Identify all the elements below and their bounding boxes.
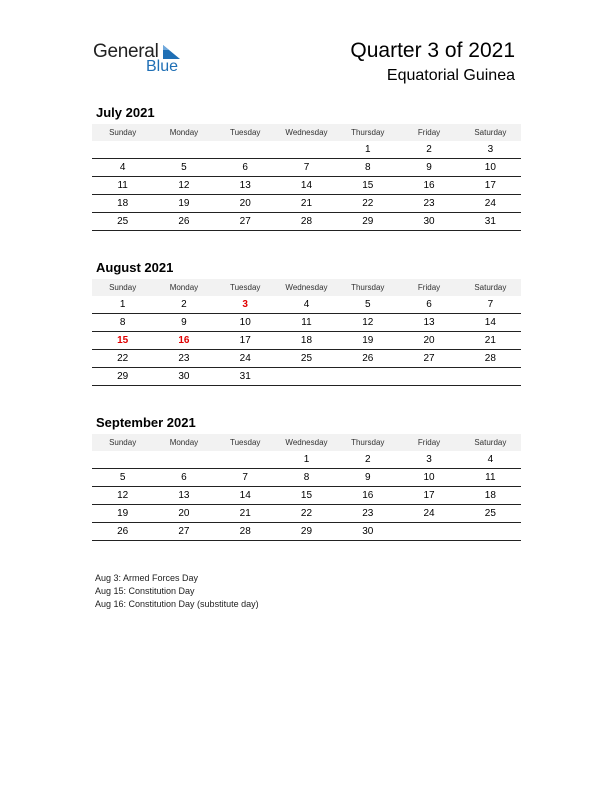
day-cell: 13 [153,487,214,505]
day-cell: 5 [337,296,398,314]
day-cell: 5 [92,469,153,487]
month-calendar-july [92,104,521,231]
day-cell: 29 [276,523,337,541]
day-cell: 9 [337,469,398,487]
week-row [92,195,521,213]
day-cell: 22 [276,505,337,523]
day-cell: 28 [460,350,521,368]
day-cell [92,451,153,469]
day-cell: 4 [276,296,337,314]
day-cell: 26 [92,523,153,541]
weekday-label: Wednesday [276,279,337,296]
day-cell: 5 [153,159,214,177]
day-cell: 13 [215,177,276,195]
weekday-label: Monday [153,279,214,296]
day-cell: 12 [92,487,153,505]
day-cell [276,368,337,386]
day-cell: 6 [153,469,214,487]
holiday-day-cell: 3 [215,296,276,314]
day-cell: 29 [92,368,153,386]
weekday-label: Tuesday [215,279,276,296]
month-title: September 2021 [96,415,196,430]
holiday-day-cell: 15 [92,332,153,350]
weekday-label: Sunday [92,434,153,451]
week-row [92,332,521,350]
day-cell: 16 [337,487,398,505]
day-cell: 15 [337,177,398,195]
day-cell: 2 [337,451,398,469]
day-cell [215,141,276,159]
day-cell: 13 [398,314,459,332]
logo-blue-text: Blue [146,58,179,75]
calendar-grid [92,124,521,231]
day-cell: 8 [92,314,153,332]
day-cell: 31 [460,213,521,231]
day-cell: 26 [153,213,214,231]
day-cell [460,523,521,541]
month-title: August 2021 [96,260,174,275]
day-cell: 23 [398,195,459,213]
weekday-label: Tuesday [215,434,276,451]
day-cell: 2 [153,296,214,314]
day-cell: 31 [215,368,276,386]
weekday-label: Tuesday [215,124,276,141]
day-cell: 20 [398,332,459,350]
day-cell [337,368,398,386]
calendar-grid [92,279,521,386]
day-cell: 18 [276,332,337,350]
holiday-notes [95,572,259,611]
day-cell: 14 [460,314,521,332]
day-cell: 25 [276,350,337,368]
day-cell: 23 [337,505,398,523]
day-cell: 20 [153,505,214,523]
day-cell: 1 [276,451,337,469]
page-title: Quarter 3 of 2021 [350,39,515,62]
day-cell [215,451,276,469]
day-cell: 10 [215,314,276,332]
day-cell [398,523,459,541]
week-row [92,368,521,386]
month-calendar-august [92,259,521,386]
weekday-label: Friday [398,434,459,451]
day-cell: 6 [398,296,459,314]
day-cell: 28 [276,213,337,231]
week-row [92,141,521,159]
day-cell: 23 [153,350,214,368]
week-row [92,523,521,541]
week-row [92,177,521,195]
weekday-label: Monday [153,434,214,451]
day-cell: 26 [337,350,398,368]
week-row [92,314,521,332]
weekday-label: Sunday [92,124,153,141]
week-row [92,296,521,314]
day-cell: 10 [460,159,521,177]
day-cell: 7 [276,159,337,177]
day-cell: 7 [460,296,521,314]
day-cell: 22 [337,195,398,213]
day-cell: 12 [153,177,214,195]
weekday-header-row [92,434,521,451]
holiday-note: Aug 16: Constitution Day (substitute day) [95,599,259,609]
day-cell: 7 [215,469,276,487]
day-cell: 24 [215,350,276,368]
month-calendar-september [92,414,521,541]
day-cell: 28 [215,523,276,541]
day-cell: 4 [92,159,153,177]
day-cell: 27 [215,213,276,231]
day-cell: 29 [337,213,398,231]
weekday-label: Saturday [460,279,521,296]
day-cell: 14 [215,487,276,505]
weekday-label: Thursday [337,124,398,141]
calendar-grid [92,434,521,541]
day-cell: 2 [398,141,459,159]
week-row [92,159,521,177]
day-cell: 14 [276,177,337,195]
week-row [92,487,521,505]
day-cell: 6 [215,159,276,177]
day-cell: 9 [398,159,459,177]
day-cell [153,141,214,159]
day-cell: 24 [398,505,459,523]
weekday-label: Sunday [92,279,153,296]
day-cell: 21 [276,195,337,213]
day-cell: 12 [337,314,398,332]
day-cell [460,368,521,386]
day-cell: 24 [460,195,521,213]
day-cell: 30 [398,213,459,231]
logo-general-text: General [93,41,159,62]
day-cell: 1 [337,141,398,159]
day-cell: 17 [398,487,459,505]
weekday-label: Thursday [337,434,398,451]
holiday-note: Aug 3: Armed Forces Day [95,573,199,583]
weekday-header-row [92,279,521,296]
week-row [92,505,521,523]
day-cell: 27 [398,350,459,368]
day-cell: 8 [276,469,337,487]
day-cell: 15 [276,487,337,505]
day-cell: 4 [460,451,521,469]
day-cell [153,451,214,469]
day-cell: 27 [153,523,214,541]
holiday-note: Aug 15: Constitution Day [95,586,195,596]
day-cell: 30 [337,523,398,541]
country-name: Equatorial Guinea [386,67,515,84]
weekday-label: Thursday [337,279,398,296]
day-cell: 18 [92,195,153,213]
day-cell: 16 [398,177,459,195]
week-row [92,451,521,469]
day-cell: 8 [337,159,398,177]
day-cell: 22 [92,350,153,368]
day-cell: 19 [337,332,398,350]
day-cell [276,141,337,159]
day-cell: 17 [215,332,276,350]
day-cell: 1 [92,296,153,314]
day-cell: 19 [153,195,214,213]
day-cell: 11 [460,469,521,487]
weekday-header-row [92,124,521,141]
holiday-day-cell: 16 [153,332,214,350]
month-title: July 2021 [96,105,155,120]
day-cell: 3 [460,141,521,159]
day-cell: 11 [92,177,153,195]
weekday-label: Friday [398,124,459,141]
day-cell: 11 [276,314,337,332]
week-row [92,213,521,231]
weekday-label: Wednesday [276,124,337,141]
day-cell: 25 [460,505,521,523]
weekday-label: Saturday [460,124,521,141]
day-cell: 3 [398,451,459,469]
day-cell: 9 [153,314,214,332]
day-cell: 18 [460,487,521,505]
day-cell: 19 [92,505,153,523]
day-cell: 21 [460,332,521,350]
weekday-label: Monday [153,124,214,141]
day-cell: 21 [215,505,276,523]
generalblue-logo [93,41,193,79]
week-row [92,350,521,368]
day-cell: 25 [92,213,153,231]
week-row [92,469,521,487]
weekday-label: Wednesday [276,434,337,451]
day-cell: 17 [460,177,521,195]
day-cell: 20 [215,195,276,213]
weekday-label: Friday [398,279,459,296]
day-cell: 30 [153,368,214,386]
day-cell [398,368,459,386]
day-cell: 10 [398,469,459,487]
weekday-label: Saturday [460,434,521,451]
day-cell [92,141,153,159]
